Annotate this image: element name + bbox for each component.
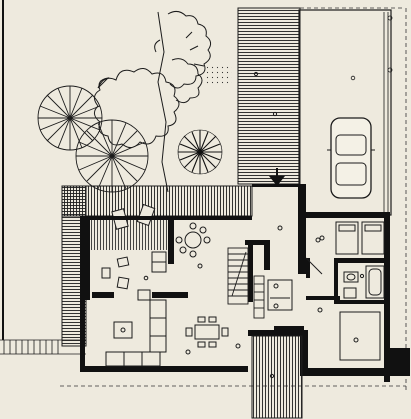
paved-path bbox=[238, 8, 300, 184]
ground-dots bbox=[204, 64, 232, 86]
tree-center bbox=[178, 130, 222, 174]
tree-left-large bbox=[38, 86, 102, 150]
tree-left-lower bbox=[76, 120, 148, 192]
car bbox=[327, 118, 375, 198]
entrance-path bbox=[252, 336, 302, 418]
corner-wall bbox=[390, 348, 410, 370]
